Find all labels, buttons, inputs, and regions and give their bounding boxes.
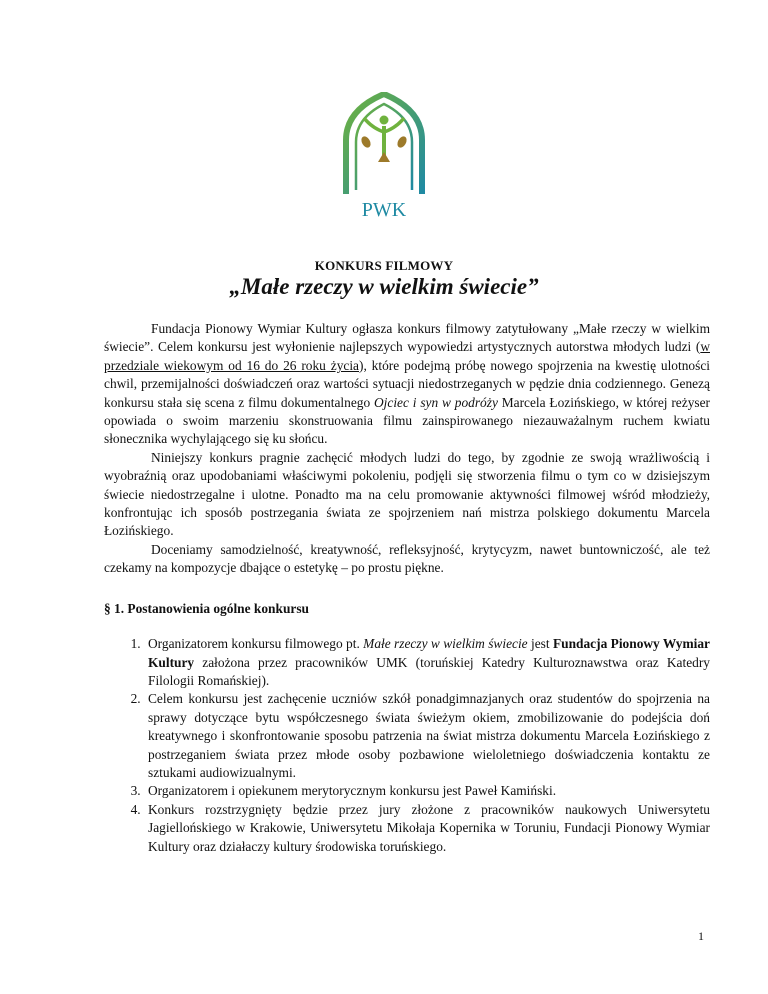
section-1-heading: § 1. Postanowienia ogólne konkursu: [104, 600, 309, 616]
leaf-icon: [360, 135, 373, 149]
intro-paragraph-1: Fundacja Pionowy Wymiar Kultury ogłasza konkurs filmowy zatytułowany „Małe rzeczy w wielkim świecie”. Celem konkursu jest wyłonienie najlepszych wypowiedzi artystycznych autorstwa młodych ludzi (w przedziale wiekowym od 16 do 26 roku życia), które podejmą próbę nowego spojrzenia na kwestię ulotności chwil, przemijalności doświadczeń oraz wartości sytuacji niedostrzeganych w pędzie dnia codziennego. Genezą konkursu stała się scena z filmu dokumentalnego Ojciec i syn w podróży Marcela Łozińskiego, w której reżyser opowiada o swoim marzeniu skonstruowania filmu zainspirowanego niezauważalnym ruchem kwiatu słonecznika wychylającego się ku słońcu.: [104, 321, 711, 447]
pwk-logo: [336, 92, 432, 222]
heading-kicker: KONKURS FILMOWY: [314, 258, 454, 273]
document-body: [104, 320, 710, 856]
page-number: 1: [698, 929, 704, 943]
leaf-icon: [378, 152, 390, 162]
list-item: 2. Celem konkursu jest zachęcenie uczniów szkół ponadgimnazjanych oraz studentów do spojrzenia na sprawy dotyczące bytu współczesnego świata świeżym okiem, zmobilizowanie do podejścia doń kreatywnego i skonfrontowanie sposobu patrzenia na świat mistrza dokumentu Marcela Łozińskiego z postrzeganiem świata przez młode osoby pozbawione wieloletniego doświadczenia kontaktu ze sztukami audiowizualnymi.: [144, 690, 710, 782]
list-item: 3. Organizatorem i opiekunem merytorycznym konkursu jest Paweł Kamiński.: [144, 782, 710, 800]
logo-text: PWK: [361, 199, 407, 221]
section-1-list: [104, 635, 710, 856]
list-item: 4. Konkurs rozstrzygnięty będzie przez jury złożone z pracowników naukowych Uniwersytetu Jagiellońskiego w Krakowie, Uniwersytetu Mikołaja Kopernika w Toruniu, Fundacji Pionowy Wymiar Kultury oraz działaczy kultury środowiska toruńskiego.: [144, 801, 710, 856]
list-item: 1. Organizatorem konkursu filmowego pt. Małe rzeczy w wielkim świecie jest Fundacja Pionowy Wymiar Kultury założona przez pracowników UMK (toruńskiej Katedry Kulturoznawstwa oraz Katedry Filologii Romańskiej).: [144, 635, 710, 690]
intro-paragraph-2: Niniejszy konkurs pragnie zachęcić młodych ludzi do tego, by zgodnie ze swoją wrażliwością i wyobraźnią oraz upodobaniami właściwymi pokoleniu, podjęli się stworzenia filmu o tym co w dzisiejszym świecie niedostrzegalne i ulotne. Ponadto ma na celu promowanie aktywności filmowej wśród młodzieży, konfrontując ich sposób postrzegania świata ze spojrzeniem nań mistrza polskiego dokumentu Marcela Łozińskiego.: [104, 449, 710, 539]
leaf-icon: [396, 135, 409, 149]
age-range-underline: w przedziale wiekowym od 16 do 26 roku życia: [104, 339, 710, 373]
figure-head-icon: [380, 116, 389, 125]
intro-paragraph-3: Doceniamy samodzielność, kreatywność, refleksyjność, krytycyzm, nawet buntowniczość, ale też czekamy na kompozycje dbające o estetykę – po prostu piękne.: [104, 541, 710, 576]
film-title: Ojciec i syn w podróży: [374, 394, 498, 410]
document-title: „Małe rzeczy w wielkim świecie”: [229, 274, 539, 299]
